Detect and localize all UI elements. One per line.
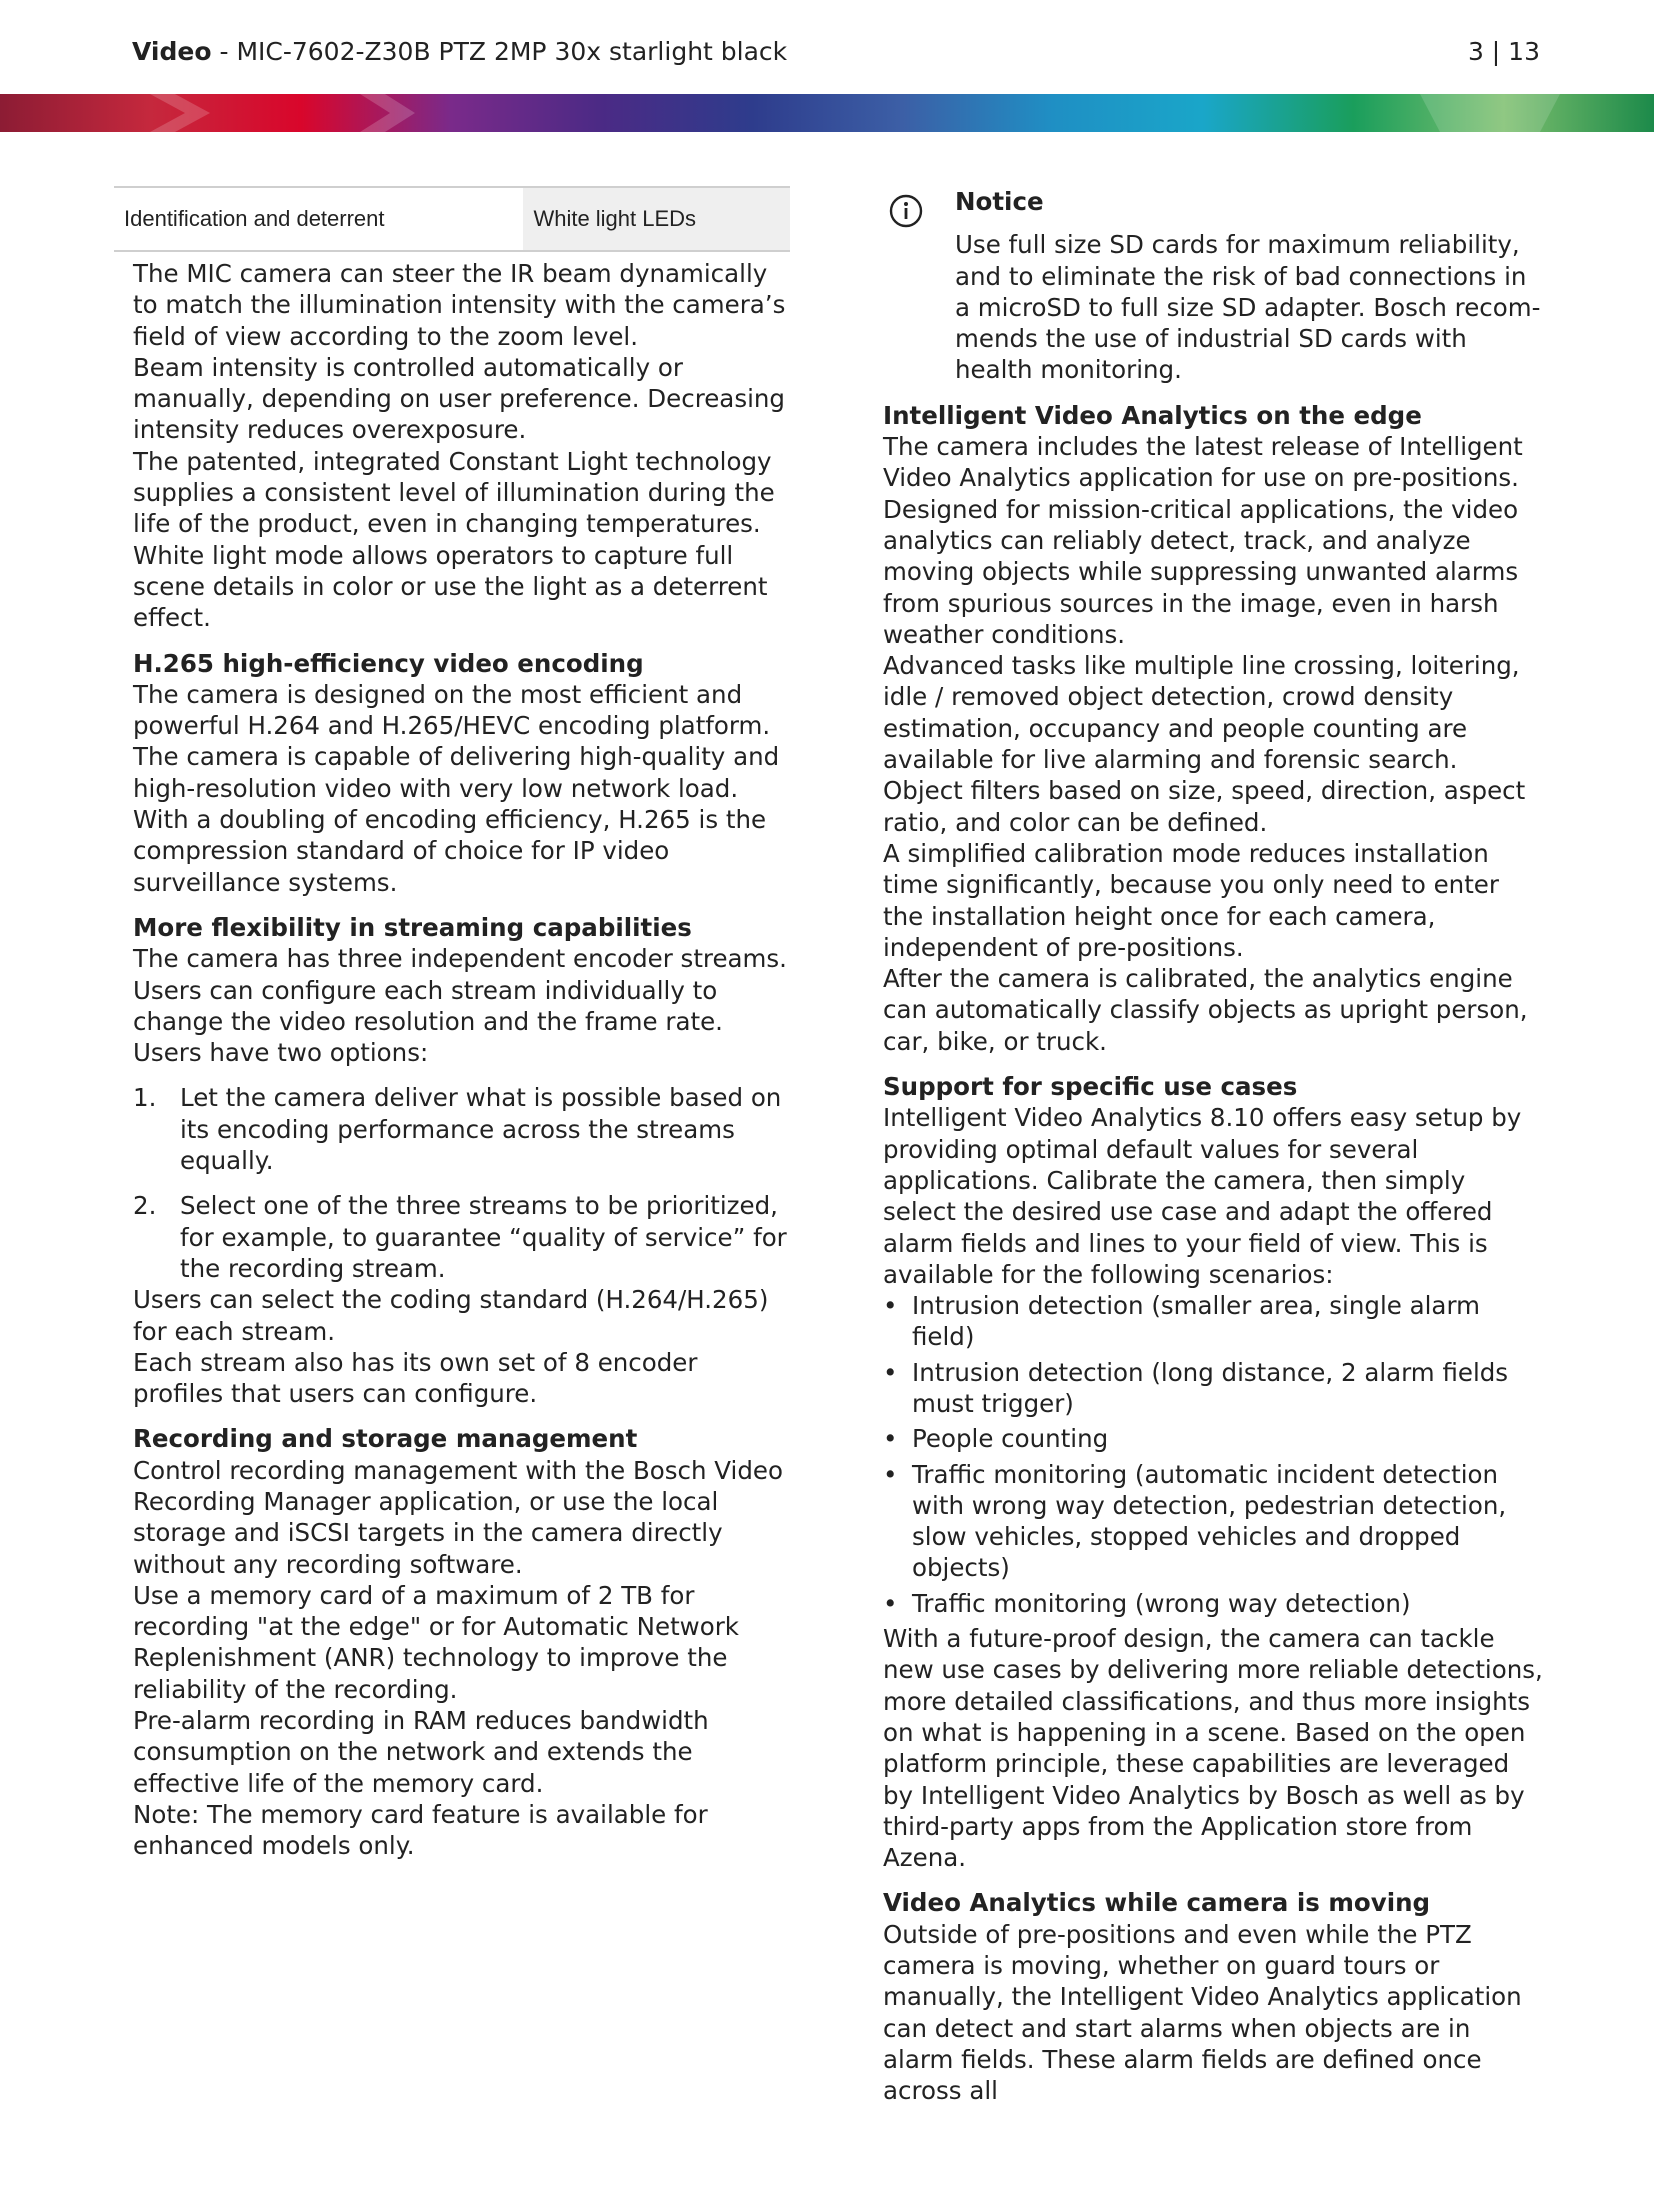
bullet-icon: • bbox=[883, 1424, 898, 1454]
bullet-icon: • bbox=[883, 1291, 898, 1321]
bullet-icon: • bbox=[883, 1459, 898, 1489]
body-paragraph: Each stream also has its own set of 8 encoder profiles that users can configure. bbox=[133, 1347, 698, 1409]
table-cell-value: White light LEDs bbox=[523, 187, 790, 251]
list-item-text: Intrusion detection (smaller area, single alarm field) bbox=[912, 1291, 1480, 1352]
brand-band-graphic bbox=[0, 94, 1654, 132]
list-item-text: Traffic monitoring (wrong way detection) bbox=[912, 1588, 1411, 1618]
list-item bbox=[883, 1459, 1543, 1584]
list-number: 1. bbox=[133, 1083, 157, 1113]
list-item bbox=[883, 1588, 1543, 1619]
list-item bbox=[883, 1357, 1543, 1420]
section-heading: Video Analytics while camera is moving bbox=[883, 1888, 1431, 1918]
body-paragraph: The camera is designed on the most efficient and powerful H.264 and H.265/HEVC encoding platform. The camera is capable of delivering high-quality and high-resolution video with very low network load. With a doubling of encoding efficiency, H.265 is the compression standard of choice for IP video surveillance systems. bbox=[133, 679, 780, 897]
body-paragraph: Pre-alarm recording in RAM reduces bandwidth consumption on the network and extends the effective life of the memory card. bbox=[133, 1706, 709, 1798]
notice-title: Notice bbox=[955, 187, 1044, 216]
body-paragraph: Users can select the coding standard (H.264/H.265) for each stream. bbox=[133, 1285, 769, 1346]
notice-text: Use full size SD cards for maximum reliability, and to eliminate the risk of bad connections in a microSD to full size SD adapter. Bosch recom-mends the use of industrial SD cards with health monitoring. bbox=[955, 230, 1541, 385]
scenario-list bbox=[883, 1290, 1543, 1619]
list-item bbox=[883, 1423, 1543, 1454]
right-column bbox=[883, 186, 1543, 2107]
list-item-text: Select one of the three streams to be prioritized, for example, to guarantee “quality of service” for the recording stream. bbox=[180, 1191, 787, 1283]
body-paragraph: A simplified calibration mode reduces installation time significantly, because you only need to enter the installation height once for each camera, independent of pre-positions. bbox=[883, 838, 1499, 962]
body-paragraph: Outside of pre-positions and even while the PTZ camera is moving, whether on guard tours or manually, the Intelligent Video Analytics application can detect and start alarms when objects are in alarm fields. These alarm fields are defined once across all bbox=[883, 1919, 1522, 2106]
bullet-icon: • bbox=[883, 1357, 898, 1387]
table-cell-label: Identification and deterrent bbox=[114, 187, 523, 251]
list-item bbox=[114, 1082, 790, 1176]
body-paragraph: Advanced tasks like multiple line crossing, loitering, idle / removed object detection, crowd density estimation, occupancy and people counting are available for live alarming and forensic search. Object filters based on size, speed, direction, aspect ratio, and color can be defined. bbox=[883, 651, 1526, 837]
brand-color-band bbox=[0, 94, 1654, 132]
body-paragraph: Control recording management with the Bosch Video Recording Manager application, or use the local storage and iSCSI targets in the camera directly without any recording software. bbox=[133, 1455, 783, 1579]
product-name: MIC-7602-Z30B PTZ 2MP 30x starlight black bbox=[236, 37, 788, 66]
body-paragraph: Beam intensity is controlled automatically or manually, depending on user preference. Decreasing intensity reduces overexposure. bbox=[133, 352, 785, 445]
list-number: 2. bbox=[133, 1191, 157, 1221]
body-paragraph: The MIC camera can steer the IR beam dynamically to match the illumination intensity with the camera’s field of view according to the zoom level. bbox=[133, 259, 786, 351]
left-column bbox=[114, 186, 790, 1862]
list-item-text: Traffic monitoring (automatic incident detection with wrong way detection, pedestrian detection, slow vehicles, stopped vehicles and dropped objects) bbox=[912, 1459, 1507, 1583]
header-separator: - bbox=[211, 37, 237, 66]
page-number: 3 | 13 bbox=[1467, 37, 1540, 66]
body-paragraph: Use a memory card of a maximum of 2 TB for recording "at the edge" or for Automatic Network Replenishment (ANR) technology to improve the reliability of the recording. bbox=[133, 1580, 739, 1704]
list-item-text: Intrusion detection (long distance, 2 alarm fields must trigger) bbox=[912, 1357, 1509, 1418]
table-row bbox=[114, 187, 790, 251]
page-header bbox=[132, 36, 1540, 76]
bullet-icon: • bbox=[883, 1588, 898, 1618]
body-paragraph: The patented, integrated Constant Light technology supplies a consistent level of illumination during the life of the product, even in changing temperatures. bbox=[133, 446, 775, 539]
body-paragraph: White light mode allows operators to capture full scene details in color or use the light as a deterrent effect. bbox=[133, 540, 768, 633]
body-paragraph: Note: The memory card feature is available for enhanced models only. bbox=[133, 1799, 708, 1861]
list-item bbox=[114, 1190, 790, 1284]
body-paragraph: The camera includes the latest release of Intelligent Video Analytics application for use on pre-positions. Designed for mission-critical applications, the video analytics can reliably detect, track, and analyze moving objects while suppressing unwanted alarms from spurious sources in the image, even in harsh weather conditions. bbox=[883, 432, 1523, 649]
section-heading: Support for specific use cases bbox=[883, 1072, 1298, 1102]
list-item-text: People counting bbox=[912, 1424, 1109, 1454]
body-paragraph: The camera has three independent encoder streams. Users can configure each stream individually to change the video resolution and the frame rate. Users have two options: bbox=[133, 944, 787, 1068]
body-paragraph: Intelligent Video Analytics 8.10 offers easy setup by providing optimal default values for several applications. Calibrate the camera, then simply select the desired use case and adapt the offered alarm fields and lines to your field of view. This is available for the following scenarios: bbox=[883, 1103, 1522, 1289]
section-heading: More flexibility in streaming capabilities bbox=[133, 912, 692, 942]
doc-type-label: Video bbox=[132, 37, 212, 66]
section-heading: Recording and storage management bbox=[133, 1424, 638, 1454]
section-heading: Intelligent Video Analytics on the edge bbox=[883, 400, 1422, 430]
body-paragraph: With a future-proof design, the camera can tackle new use cases by delivering more reliable detections, more detailed classifications, and thus more insights on what is happening in a scene. Based on the open platform principle, these capabilities are leveraged by Intelligent Video Analytics by Bosch as well as by third-party apps from the Application store from Azena. bbox=[883, 1624, 1543, 1873]
options-list bbox=[114, 1082, 790, 1284]
feature-table bbox=[114, 186, 790, 252]
section-heading: H.265 high-efficiency video encoding bbox=[133, 648, 644, 678]
left-content-continued bbox=[114, 1284, 790, 1861]
notice-box bbox=[883, 186, 1543, 386]
list-item bbox=[883, 1290, 1543, 1353]
list-item-text: Let the camera deliver what is possible based on its encoding performance across the streams equally. bbox=[180, 1083, 782, 1176]
info-icon bbox=[889, 194, 923, 228]
body-paragraph: After the camera is calibrated, the analytics engine can automatically classify objects as upright person, car, bike, or truck. bbox=[883, 964, 1528, 1056]
left-content bbox=[114, 258, 790, 1068]
